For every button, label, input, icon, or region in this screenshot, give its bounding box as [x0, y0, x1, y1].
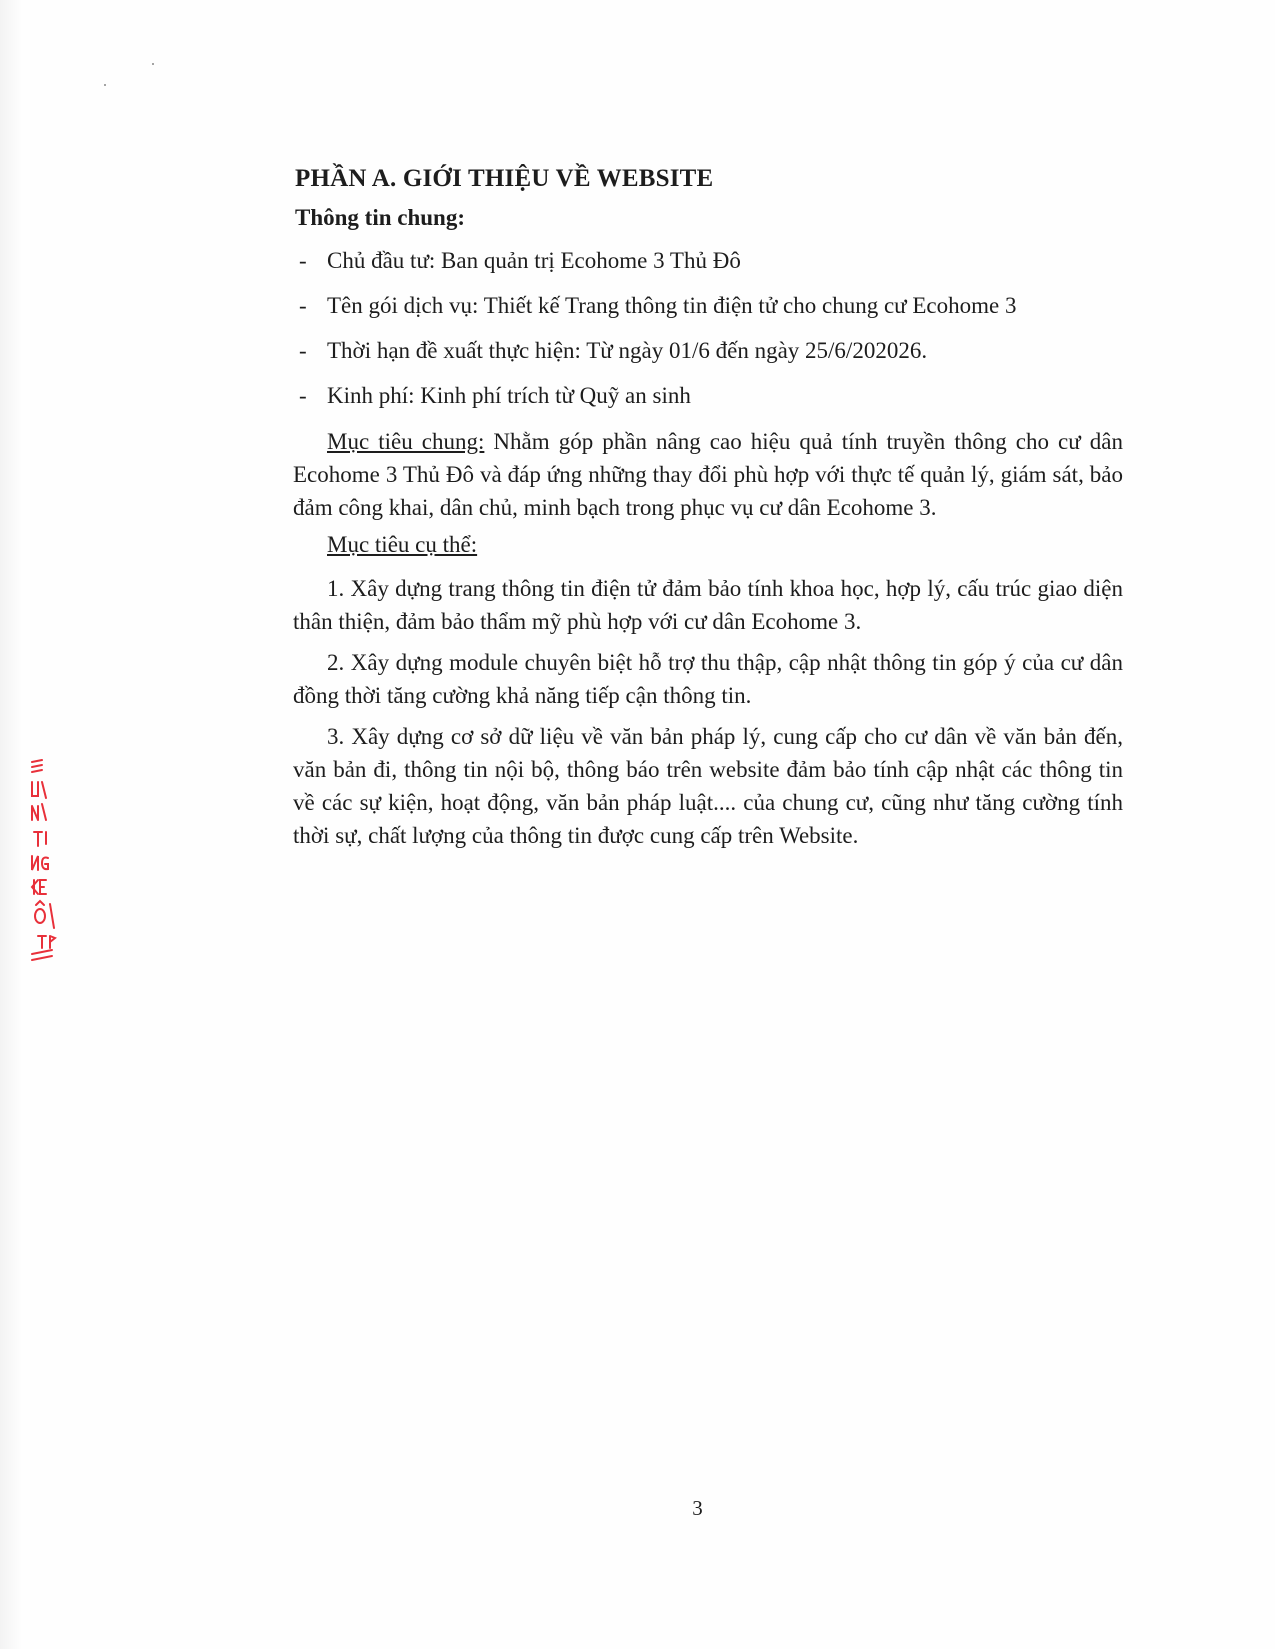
list-item	[299, 290, 1123, 322]
list-item	[299, 380, 1123, 412]
specific-goal-item: 1. Xây dựng trang thông tin điện tử đảm bảo tính khoa học, hợp lý, cấu trúc giao diện thân thiện, đảm bảo thẩm mỹ phù hợp với cư dân Ecohome 3.	[293, 576, 1123, 634]
list-item-text: Chủ đầu tư: Ban quản trị Ecohome 3 Thủ Đô	[327, 248, 741, 273]
bullet-dash: -	[299, 383, 307, 408]
general-goal-label: Mục tiêu chung:	[327, 429, 485, 454]
scan-edge-shadow	[0, 0, 22, 1649]
bullet-dash: -	[299, 248, 307, 273]
red-stamp-fragment	[28, 758, 58, 968]
specific-goal-item: 3. Xây dựng cơ sở dữ liệu về văn bản pháp lý, cung cấp cho cư dân về văn bản đến, văn bản đi, thông tin nội bộ, thông báo trên website đảm bảo tính cập nhật các thông tin về các sự kiện, hoạt động, văn bản pháp luật.... của chung cư, cũng như tăng cường tính thời sự, chất lượng của thông tin được cung cấp trên Website.	[293, 724, 1123, 848]
list-item	[299, 245, 1123, 277]
bullet-dash: -	[299, 293, 307, 318]
list-item-text: Thời hạn đề xuất thực hiện: Từ ngày 01/6 đến ngày 25/6/202026.	[327, 338, 928, 363]
general-goal-paragraph	[293, 425, 1123, 524]
section-heading: PHẦN A. GIỚI THIỆU VỀ WEBSITE	[295, 165, 714, 192]
scan-speck	[152, 63, 154, 65]
scan-speck	[104, 84, 106, 86]
specific-goal-item: 2. Xây dựng module chuyên biệt hỗ trợ thu thập, cập nhật thông tin góp ý của cư dân đồng thời tăng cường khả năng tiếp cận thông tin.	[293, 650, 1123, 708]
document-body	[293, 165, 1123, 860]
general-info-heading: Thông tin chung:	[295, 205, 466, 230]
list-item	[299, 335, 1123, 367]
list-item-text: Kinh phí: Kinh phí trích từ Quỹ an sinh	[327, 383, 691, 408]
bullet-dash: -	[299, 338, 307, 363]
specific-goal-label-text: Mục tiêu cụ thể:	[327, 532, 478, 557]
general-goal-text: Nhằm góp phần nâng cao hiệu quả tính truyền thông cho cư dân Ecohome 3 Thủ Đô và đáp ứng những thay đổi phù hợp với thực tế quản lý, giám sát, bảo đảm công khai, dân chủ, minh bạch trong phục vụ cư dân Ecohome 3.	[293, 429, 1124, 520]
page-number: 3	[692, 1496, 703, 1520]
general-info-list	[293, 245, 1123, 412]
specific-goal-label	[327, 532, 1123, 558]
list-item-text: Tên gói dịch vụ: Thiết kế Trang thông tin điện tử cho chung cư Ecohome 3	[327, 293, 1017, 318]
